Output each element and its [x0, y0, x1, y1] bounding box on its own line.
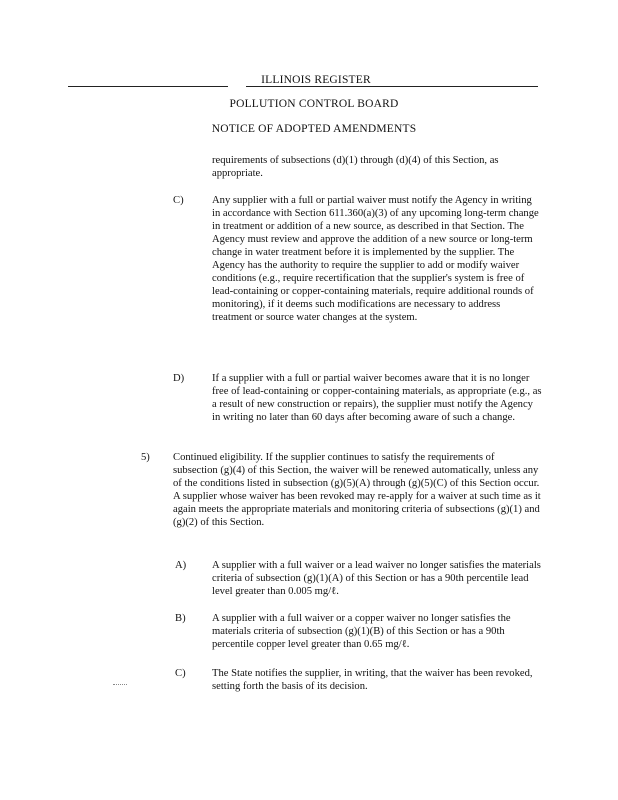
- notice-title: NOTICE OF ADOPTED AMENDMENTS: [211, 123, 417, 135]
- item-c-label: C): [173, 195, 184, 206]
- scan-speck: [113, 684, 127, 685]
- register-title: ILLINOIS REGISTER: [261, 74, 371, 86]
- item-5-label: 5): [141, 452, 150, 463]
- continuation-paragraph: requirements of subsections (d)(1) through (d)(4) of this Section, as appropriate.: [212, 155, 499, 179]
- subitem-b-paragraph: A supplier with a full waiver or a copper waiver no longer satisfies the materials criteria of subsection (g)(1)(B) of this Section or has a 90th percentile copper level greater than 0.65 mg/ℓ.: [212, 613, 511, 650]
- item-c-paragraph: Any supplier with a full or partial waiver must notify the Agency in writing in accordance with Section 611.360(a)(3) of any upcoming long-term change in treatment or addition of a new source, as described in that Section. The Agency must review and approve the addition of a new source or long-term change in water treatment before it is implemented by the supplier. The Agency has the authority to require the supplier to add or modify waiver conditions (e.g., require recertification that the supplier's system is free of lead-containing or copper-containing materials, require additional rounds of monitoring), if it deems such modifications are necessary to address treatment or source water changes at the system.: [212, 195, 539, 323]
- board-title: POLLUTION CONTROL BOARD: [229, 98, 399, 110]
- subitem-a-label: A): [175, 560, 187, 571]
- subitem-c-paragraph: The State notifies the supplier, in writing, that the waiver has been revoked, setting forth the basis of its decision.: [212, 668, 533, 692]
- subitem-b-label: B): [175, 613, 186, 624]
- item-d-paragraph: If a supplier with a full or partial waiver becomes aware that it is no longer free of lead-containing or copper-containing materials, as appropriate (e.g., as a result of new construction or repairs), the supplier must notify the Agency in writing no later than 60 days after becoming aware of such a change.: [212, 373, 542, 423]
- item-d-label: D): [173, 373, 185, 384]
- subitem-c-label: C): [175, 668, 186, 679]
- subitem-a-paragraph: A supplier with a full waiver or a lead waiver no longer satisfies the materials criteria of subsection (g)(1)(A) of this Section or has a 90th percentile lead level greater than 0.005 mg/ℓ.: [212, 560, 541, 597]
- item-5-paragraph: Continued eligibility. If the supplier continues to satisfy the requirements of subsection (g)(4) of this Section, the waiver will be renewed automatically, unless any of the conditions listed in subsection (g)(5)(A) through (g)(5)(C) of this Section occur. A supplier whose waiver has been revoked may re-apply for a waiver at such time as it again meets the appropriate materials and monitoring criteria of subsections (g)(1) and (g)(2) of this Section.: [173, 452, 541, 528]
